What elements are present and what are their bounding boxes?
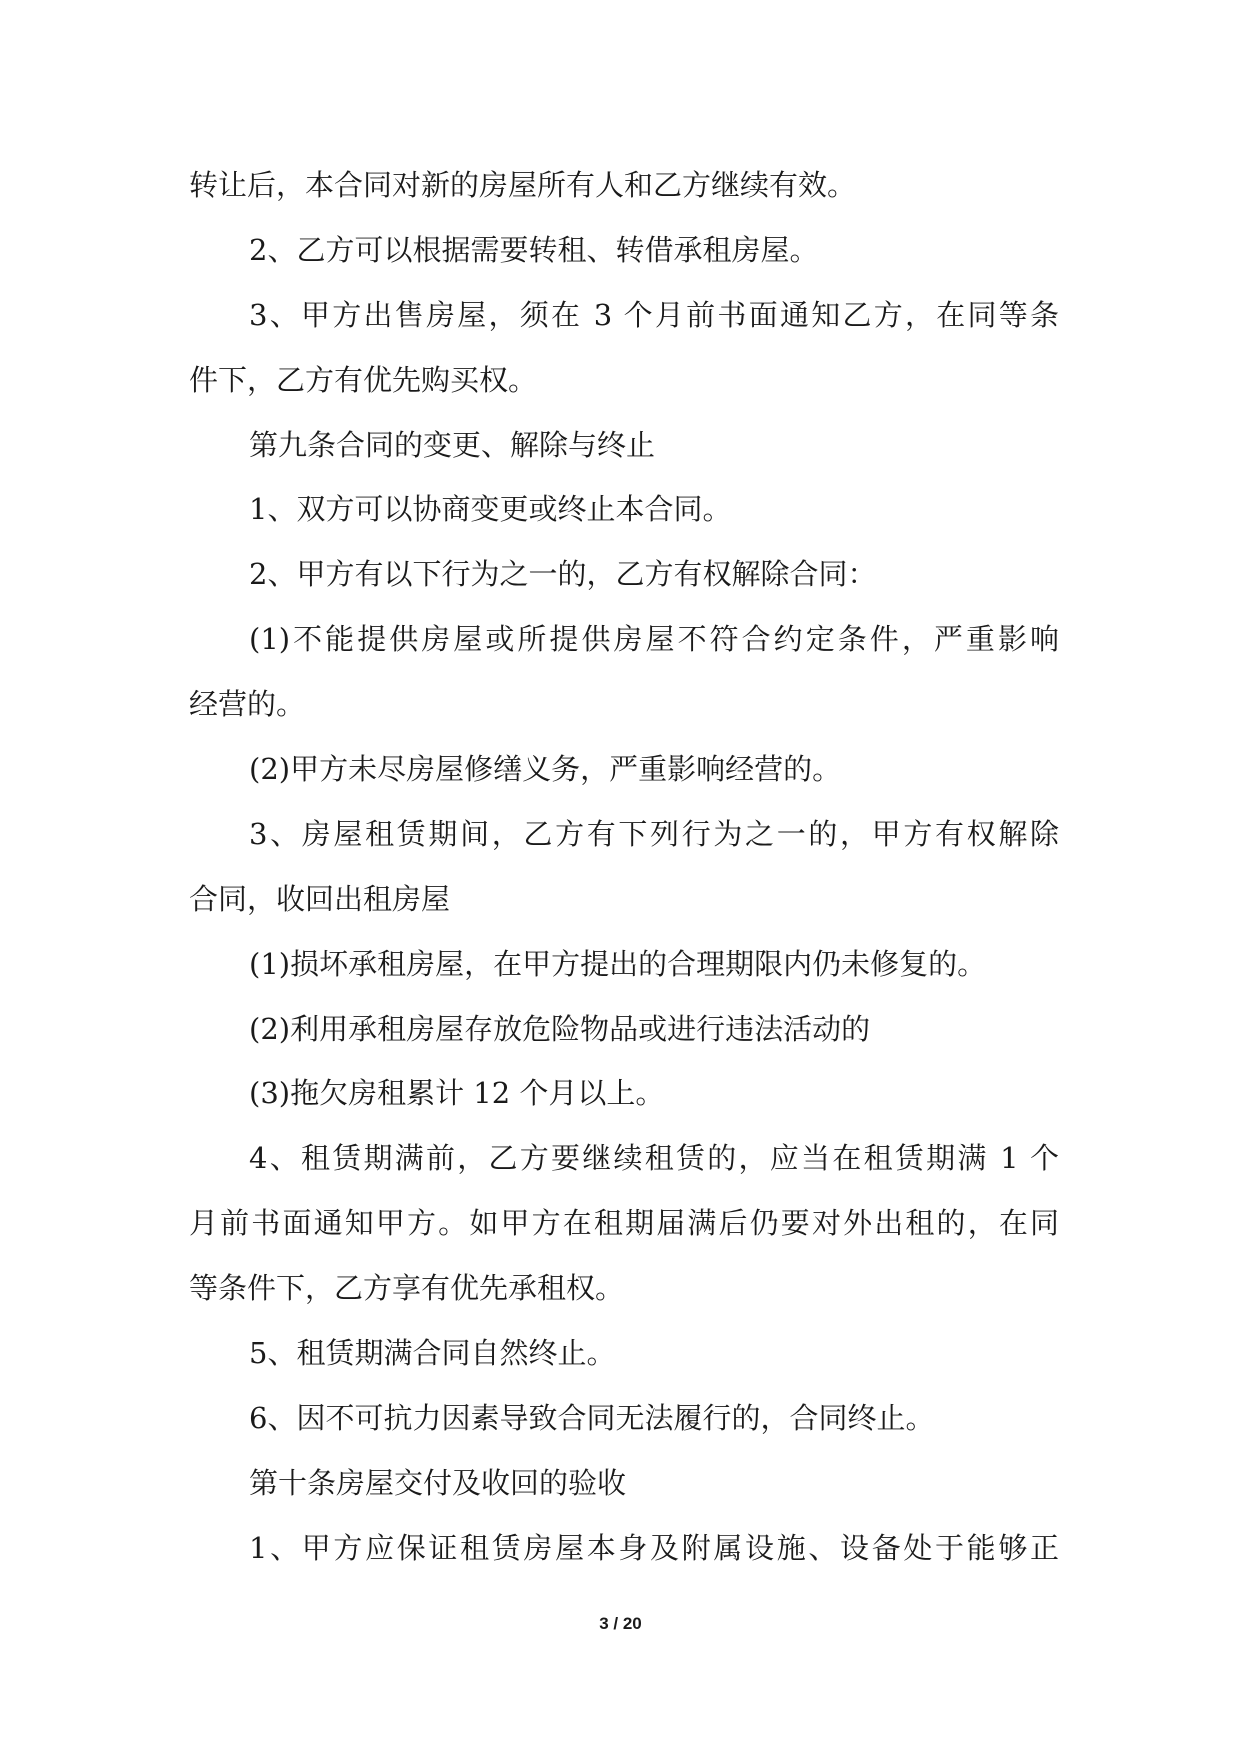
paragraph-line: 合同，收回出租房屋	[189, 881, 451, 916]
paragraph-line: 等条件下，乙方享有优先承租权。	[189, 1271, 625, 1306]
paragraph-line: (1)不能提供房屋或所提供房屋不符合约定条件，严重影响	[249, 622, 1059, 657]
paragraph-line: 转让后，本合同对新的房屋所有人和乙方继续有效。	[189, 168, 857, 202]
paragraph-line: 2、甲方有以下行为之一的，乙方有权解除合同：	[249, 557, 877, 592]
paragraph-line: 经营的。	[189, 687, 306, 722]
page-number: 3 / 20	[599, 1614, 642, 1633]
paragraph-line: 6、因不可抗力因素导致合同无法履行的，合同终止。	[249, 1400, 935, 1435]
paragraph-line: (3)拖欠房租累计 12 个月以上。	[249, 1076, 665, 1111]
paragraph-line: 1、甲方应保证租赁房屋本身及附属设施、设备处于能够正	[249, 1530, 1059, 1565]
section-heading: 第十条房屋交付及收回的验收	[249, 1465, 627, 1500]
paragraph-line: (2)甲方未尽房屋修缮义务，严重影响经营的。	[249, 752, 842, 787]
section-heading: 第九条合同的变更、解除与终止	[249, 427, 656, 462]
paragraph-line: (1)损坏承租房屋，在甲方提出的合理期限内仍未修复的。	[249, 946, 987, 981]
paragraph-line: 3、甲方出售房屋，须在 3 个月前书面通知乙方，在同等条	[249, 297, 1059, 332]
paragraph-line: 4、租赁期满前，乙方要继续租赁的，应当在租赁期满 1 个	[249, 1141, 1059, 1176]
paragraph-line: 3、房屋租赁期间，乙方有下列行为之一的，甲方有权解除	[249, 816, 1059, 851]
document-body	[189, 153, 1059, 1581]
paragraph-line: 月前书面通知甲方。如甲方在租期届满后仍要对外出租的，在同	[189, 1206, 1059, 1241]
paragraph-line: 2、乙方可以根据需要转租、转借承租房屋。	[249, 232, 819, 267]
paragraph-line: 5、租赁期满合同自然终止。	[249, 1336, 616, 1371]
paragraph-line: 件下，乙方有优先购买权。	[189, 362, 538, 397]
paragraph-line: 1、双方可以协商变更或终止本合同。	[249, 492, 732, 527]
paragraph-line: (2)利用承租房屋存放危险物品或进行违法活动的	[249, 1011, 871, 1046]
